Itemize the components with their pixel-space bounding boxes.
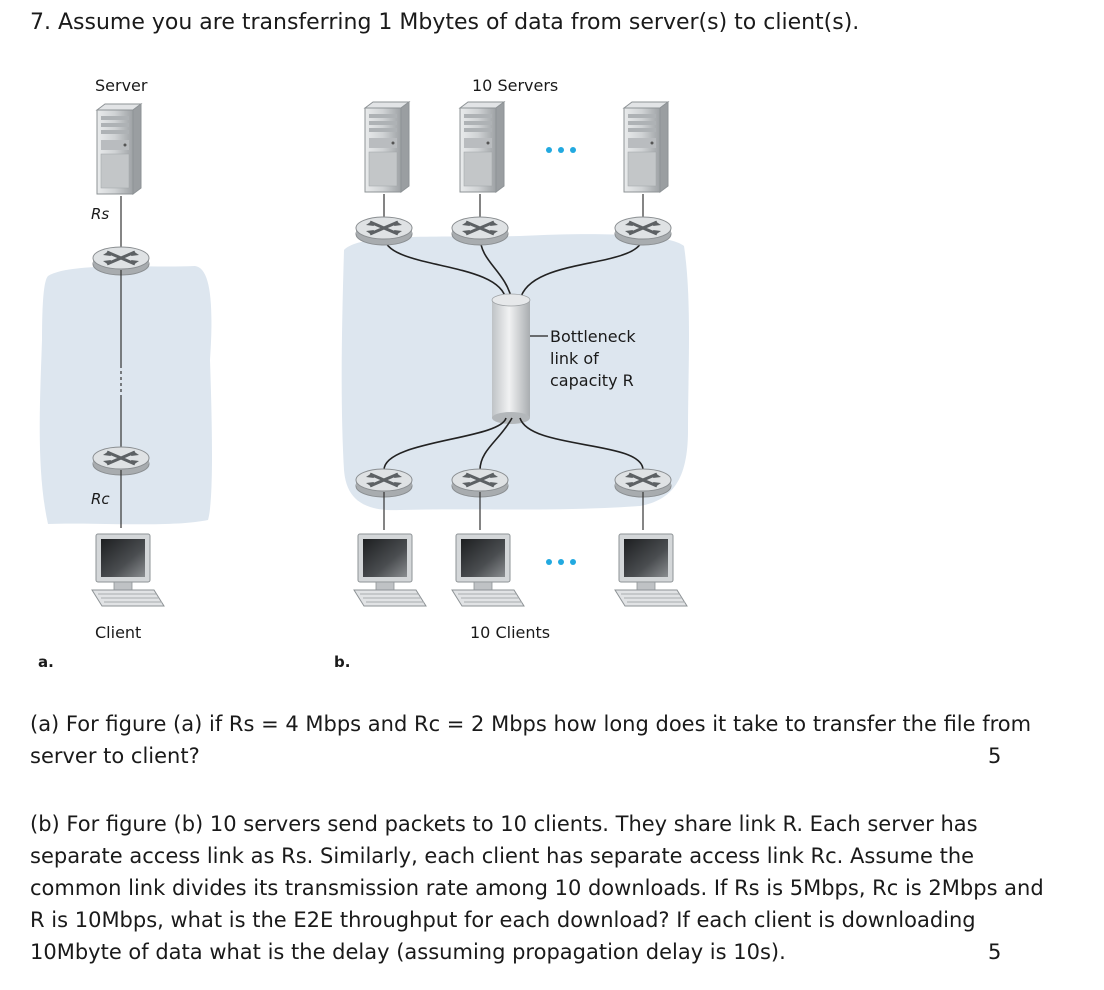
part-b-line5: 10Mbyte of data what is the delay (assuming propagation delay is 10s). bbox=[30, 940, 786, 964]
bottleneck-link-cylinder bbox=[492, 294, 530, 424]
clients-label: 10 Clients bbox=[470, 623, 551, 642]
bottleneck-label-line2: link of bbox=[550, 349, 599, 368]
question-title: 7. Assume you are transferring 1 Mbytes of data from server(s) to client(s). bbox=[30, 10, 860, 35]
bottleneck-label-line3: capacity R bbox=[550, 371, 634, 390]
client-label: Client bbox=[95, 623, 142, 642]
server-icon bbox=[624, 102, 668, 192]
router-icon bbox=[452, 217, 508, 245]
ellipsis-dot bbox=[570, 147, 576, 153]
server-icon bbox=[460, 102, 504, 192]
part-b-line4: R is 10Mbps, what is the E2E throughput for each download? If each client is downloading bbox=[30, 908, 976, 932]
client-computer-icon bbox=[92, 534, 164, 606]
server-label: Server bbox=[95, 76, 148, 95]
client-computer-icon bbox=[452, 534, 524, 606]
figure-a-caption: a. bbox=[38, 653, 54, 671]
part-b-line3: common link divides its transmission rate among 10 downloads. If Rs is 5Mbps, Rc is 2Mbps and bbox=[30, 876, 1044, 900]
ellipsis-dot bbox=[546, 147, 552, 153]
router-icon bbox=[615, 217, 671, 245]
part-a-line1: (a) For figure (a) if Rs = 4 Mbps and Rc = 2 Mbps how long does it take to transfer the file from bbox=[30, 712, 1032, 736]
rs-label: Rs bbox=[91, 205, 110, 223]
ellipsis-dot bbox=[546, 559, 552, 565]
server-icon bbox=[365, 102, 409, 192]
client-computer-icon bbox=[354, 534, 426, 606]
part-a-line2: server to client? bbox=[30, 744, 200, 768]
network-cloud-a bbox=[40, 266, 212, 524]
part-a-points: 5 bbox=[988, 744, 1002, 768]
ellipsis-dot bbox=[570, 559, 576, 565]
bottleneck-label-line1: Bottleneck bbox=[550, 327, 636, 346]
part-b-line1: (b) For figure (b) 10 servers send packets to 10 clients. They share link R. Each server has bbox=[30, 812, 978, 836]
figure-b-caption: b. bbox=[334, 653, 351, 671]
ellipsis-dot bbox=[558, 147, 564, 153]
client-computer-icon bbox=[615, 534, 687, 606]
servers-label: 10 Servers bbox=[472, 76, 559, 95]
server-icon bbox=[97, 104, 141, 194]
part-b-points: 5 bbox=[988, 940, 1002, 964]
ellipsis-dot bbox=[558, 559, 564, 565]
router-icon bbox=[356, 217, 412, 245]
rc-label: Rc bbox=[91, 490, 110, 508]
part-b-line2: separate access link as Rs. Similarly, each client has separate access link Rc. Assume the bbox=[30, 844, 975, 868]
